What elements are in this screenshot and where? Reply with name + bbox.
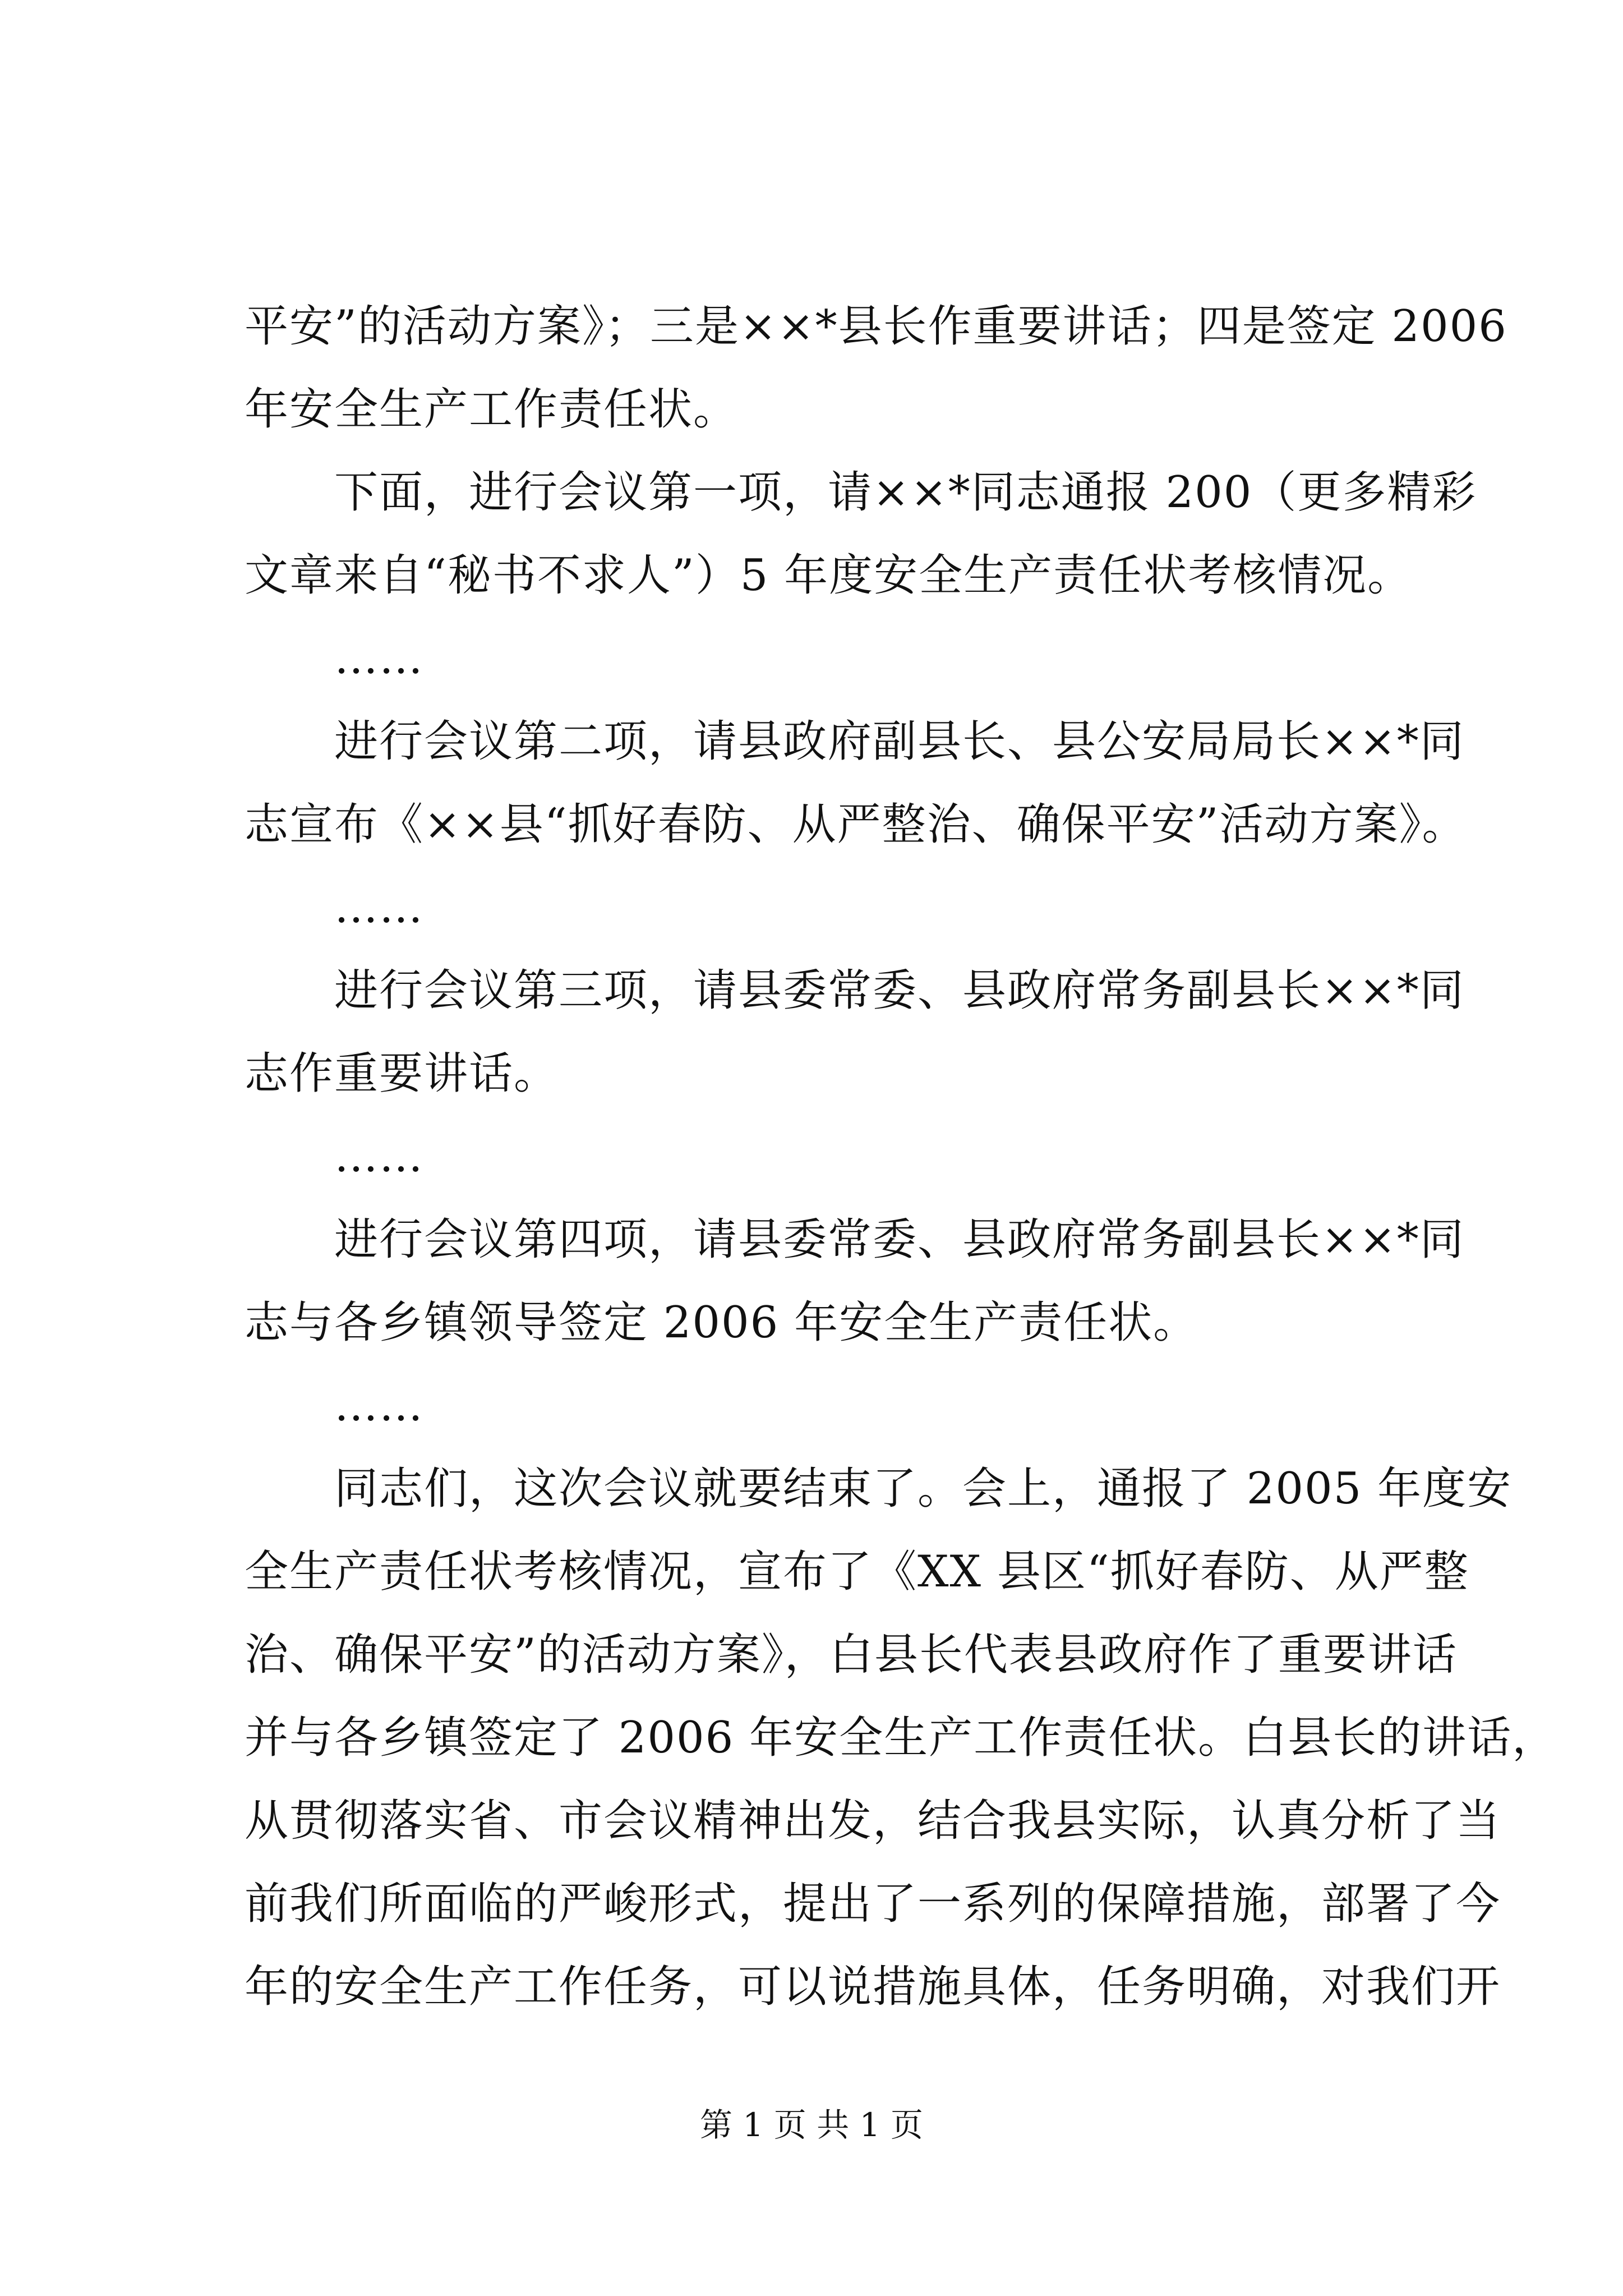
text-line: 并与各乡镇签定了 2006 年安全生产工作责任状。白县长的讲话，	[245, 1713, 1557, 1763]
ellipsis-line: ……	[334, 1131, 424, 1182]
text-line: 从贯彻落实省、市会议精神出发，结合我县实际，认真分析了当	[245, 1796, 1501, 1846]
text-line: 前我们所面临的严峻形式，提出了一系列的保障措施，部署了今	[245, 1879, 1501, 1929]
text-line: 文章来自“秘书不求人”）5 年度安全生产责任状考核情况。	[245, 550, 1413, 601]
text-line: 进行会议第二项，请县政府副县长、县公安局局长××*同	[334, 716, 1465, 767]
text-line: 年的安全生产工作任务，可以说措施具体，任务明确，对我们开	[245, 1962, 1501, 2012]
ellipsis-line: ……	[334, 1381, 424, 1431]
text-line: 进行会议第三项，请县委常委、县政府常务副县长××*同	[334, 965, 1465, 1016]
text-line: 年安全生产工作责任状。	[245, 384, 739, 435]
text-line: 志宣布《××县“抓好春防、从严整治、确保平安”活动方案》。	[245, 799, 1467, 850]
text-line: 志作重要讲话。	[245, 1048, 559, 1099]
document-body	[245, 285, 1557, 2028]
text-line: 治、确保平安”的活动方案》，白县长代表县政府作了重要讲话	[245, 1630, 1458, 1680]
text-line: 平安”的活动方案》；三是××*县长作重要讲话；四是签定 2006	[245, 301, 1507, 352]
page-number-footer: 第 1 页 共 1 页	[700, 2106, 923, 2144]
ellipsis-line: ……	[334, 882, 424, 933]
text-line: 志与各乡镇领导签定 2006 年安全生产责任状。	[245, 1297, 1198, 1348]
text-line: 进行会议第四项，请县委常委、县政府常务副县长××*同	[334, 1214, 1465, 1265]
ellipsis-line: ……	[334, 633, 424, 684]
text-line: 下面，进行会议第一项，请××*同志通报 200（更多精彩	[334, 467, 1477, 518]
text-line: 同志们，这次会议就要结束了。会上，通报了 2005 年度安	[334, 1464, 1513, 1514]
text-line: 全生产责任状考核情况，宣布了《XX 县区“抓好春防、从严整	[245, 1547, 1469, 1597]
